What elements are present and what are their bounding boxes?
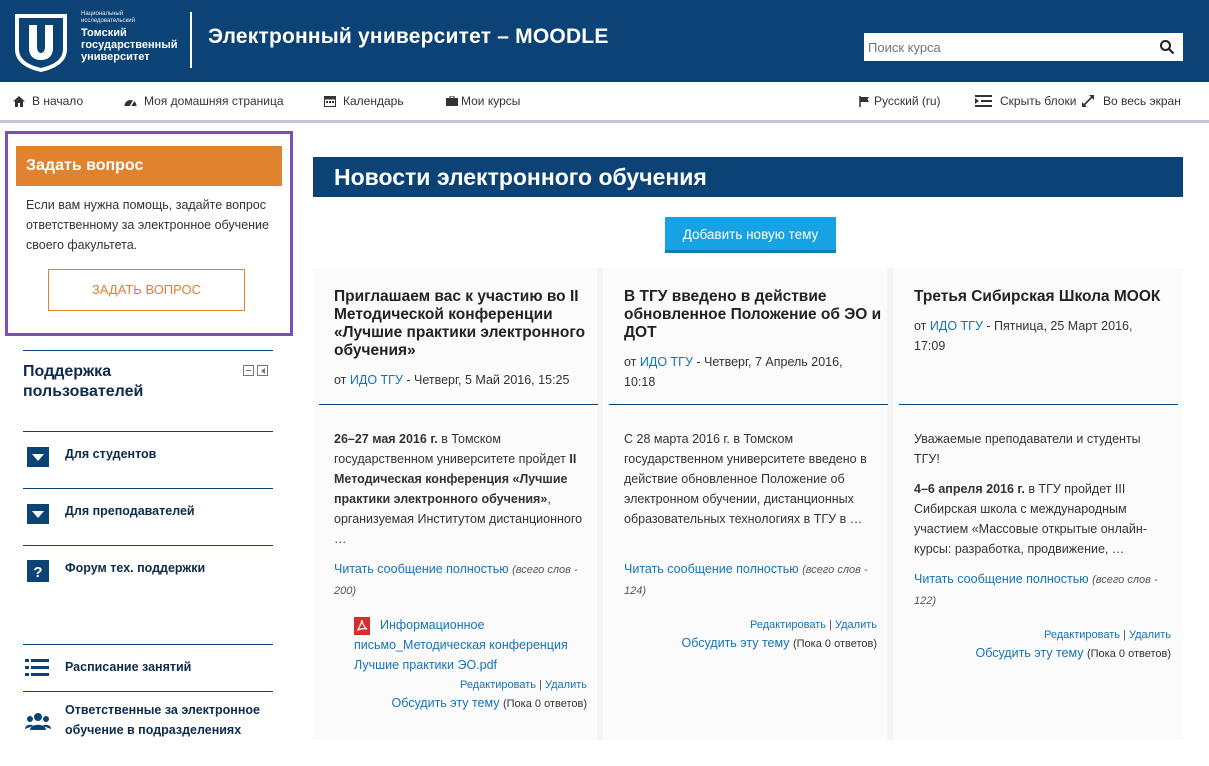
post-date: - Четверг, 5 Май 2016, 15:25 xyxy=(402,373,570,387)
collapse-icon[interactable] xyxy=(243,365,254,376)
post-body-bold: 26–27 мая 2016 г. xyxy=(334,432,438,446)
delete-link[interactable]: Удалить xyxy=(835,619,877,631)
chevron-down-icon xyxy=(27,447,49,467)
post-title[interactable]: В ТГУ введено в действие обновленное Положение об ЭО и ДОТ xyxy=(624,288,882,341)
block-controls xyxy=(243,365,268,376)
post-actions xyxy=(1044,629,1171,641)
post-divider xyxy=(609,404,888,405)
ask-question-block xyxy=(5,131,293,336)
university-logo-icon[interactable] xyxy=(12,11,70,73)
nav-home[interactable] xyxy=(13,94,83,108)
university-name xyxy=(81,11,177,63)
nav-fullscreen-label: Во весь экран xyxy=(1103,94,1181,108)
news-post xyxy=(313,268,597,740)
post-body xyxy=(334,429,589,549)
support-block-title: Поддержка пользователей xyxy=(23,363,144,400)
post-from: от xyxy=(914,319,927,333)
reply-count: (Пока 0 ответов) xyxy=(502,698,587,710)
post-meta xyxy=(624,352,874,392)
post-from: от xyxy=(624,355,637,369)
edit-link[interactable]: Редактировать xyxy=(460,679,537,691)
post-author-link[interactable]: ИДО ТГУ xyxy=(349,373,403,387)
action-separator: | xyxy=(539,679,542,691)
read-more xyxy=(914,569,1169,611)
delete-link[interactable]: Удалить xyxy=(1129,629,1171,641)
edit-link[interactable]: Редактировать xyxy=(750,619,827,631)
logo-small-line: исследовательский xyxy=(81,18,135,24)
nav-calendar-label: Календарь xyxy=(343,94,404,108)
post-discuss xyxy=(681,636,877,650)
flag-icon xyxy=(859,96,870,107)
reply-count: (Пока 0 ответов) xyxy=(792,638,877,650)
post-actions xyxy=(750,619,877,631)
support-item-label: Для преподавателей xyxy=(65,504,195,518)
post-body: С 28 марта 2016 г. в Томском государственном университете введено в действие обновленное Положение об электронном обучении, дистанционных образовательных технологиях в ТГУ в … xyxy=(624,432,867,526)
discuss-link[interactable]: Обсудить эту тему xyxy=(975,646,1084,660)
calendar-icon xyxy=(324,95,336,107)
chevron-down-icon xyxy=(27,504,49,524)
word-count: (всего слов - 200) xyxy=(334,564,578,597)
search-input[interactable] xyxy=(864,33,1144,61)
nav-hide-blocks[interactable] xyxy=(975,94,1076,108)
news-post xyxy=(603,268,887,740)
search-icon[interactable] xyxy=(1159,39,1175,55)
add-topic-button[interactable]: Добавить новую тему xyxy=(665,217,836,253)
support-item-label: Форум тех. поддержки xyxy=(65,561,206,575)
users-icon xyxy=(25,712,51,730)
logo-name-line: государственный xyxy=(81,39,178,51)
post-from: от xyxy=(334,373,347,387)
action-separator: | xyxy=(1123,629,1126,641)
support-item-label: Расписание занятий xyxy=(65,660,192,674)
word-count: (всего слов - 124) xyxy=(624,564,868,597)
dashboard-icon xyxy=(124,96,137,107)
post-author-link[interactable]: ИДО ТГУ xyxy=(929,319,983,333)
nav-dashboard[interactable] xyxy=(124,94,284,108)
support-item-responsible[interactable] xyxy=(23,691,273,751)
support-item-label: обучение в подразделениях xyxy=(65,723,242,737)
post-attachment[interactable] xyxy=(354,615,594,675)
post-body-bold: 4–6 апреля 2016 г. xyxy=(914,482,1025,496)
post-actions xyxy=(460,679,587,691)
expand-icon xyxy=(1081,94,1095,108)
nav-dashboard-label: Моя домашняя страница xyxy=(144,94,284,108)
news-forum-title: Новости электронного обучения xyxy=(313,157,1183,197)
post-divider xyxy=(319,404,598,405)
post-title[interactable]: Приглашаем вас к участию во II Методической конференции «Лучшие практики электронного обучения» xyxy=(334,288,586,359)
word-count: (всего слов - 122) xyxy=(914,574,1158,607)
nav-calendar[interactable] xyxy=(324,94,404,108)
read-more-link[interactable]: Читать сообщение полностью xyxy=(334,562,509,576)
nav-language-label: Русский (ru) xyxy=(874,94,941,108)
support-item-label: Для студентов xyxy=(65,447,157,461)
action-separator: | xyxy=(829,619,832,631)
post-author-link[interactable]: ИДО ТГУ xyxy=(639,355,693,369)
post-body-text: , организуемая Институтом дистанционного … xyxy=(334,492,583,546)
support-block xyxy=(23,350,273,402)
dock-icon[interactable] xyxy=(257,365,268,376)
pdf-icon xyxy=(354,617,370,635)
attachment-link[interactable]: Информационное письмо_Методическая конференция Лучшие практики ЭО.pdf xyxy=(354,618,568,672)
nav-my-courses-label: Мои курсы xyxy=(461,94,521,108)
ask-block-text: Если вам нужна помощь, задайте вопрос ответственному за электронное обучение своего факультета. xyxy=(26,198,269,252)
discuss-link[interactable]: Обсудить эту тему xyxy=(681,636,790,650)
post-discuss xyxy=(391,696,587,710)
read-more-link[interactable]: Читать сообщение полностью xyxy=(914,572,1089,586)
course-search xyxy=(864,33,1183,61)
list-icon xyxy=(25,659,49,677)
post-meta xyxy=(914,316,1164,356)
support-item-label: Ответственные за электронное xyxy=(65,703,260,717)
logo-name-line: Томский xyxy=(81,27,127,39)
hide-blocks-icon xyxy=(975,95,992,107)
nav-fullscreen[interactable] xyxy=(1081,94,1181,108)
ask-block-title: Задать вопрос xyxy=(16,146,282,186)
support-item-forum[interactable] xyxy=(23,545,273,644)
support-item-students[interactable] xyxy=(23,431,273,488)
post-divider xyxy=(899,404,1178,405)
reply-count: (Пока 0 ответов) xyxy=(1086,648,1171,660)
post-body-text: в ТГУ пройдет III Сибирская школа с международным участием «Массовые открытые онлайн-курсы: разработка, продвижение, … xyxy=(914,482,1147,556)
news-post xyxy=(893,268,1183,740)
support-item-schedule[interactable] xyxy=(23,644,273,691)
logo-name-line: университет xyxy=(81,51,150,63)
ask-question-button[interactable]: ЗАДАТЬ ВОПРОС xyxy=(48,269,245,311)
read-more xyxy=(334,559,589,601)
post-meta xyxy=(334,370,584,390)
briefcase-icon xyxy=(446,96,458,106)
post-body-text: Уважаемые преподаватели и студенты ТГУ! xyxy=(914,432,1141,466)
header-divider xyxy=(190,12,192,68)
question-icon xyxy=(27,560,49,582)
post-body-bold: II Методическая конференция «Лучшие практики электронного обучения» xyxy=(334,452,577,506)
site-header xyxy=(0,0,1209,82)
read-more-link[interactable]: Читать сообщение полностью xyxy=(624,562,799,576)
post-date: - Пятница, 25 Март 2016, 17:09 xyxy=(914,319,1133,353)
post-discuss xyxy=(975,646,1171,660)
post-body-text: в Томском государственном университете пройдет xyxy=(334,432,570,466)
post-date: - Четверг, 7 Апрель 2016, 10:18 xyxy=(624,355,843,389)
read-more xyxy=(624,559,879,601)
nav-language[interactable] xyxy=(859,94,941,108)
svg-text:?: ? xyxy=(33,564,43,581)
edit-link[interactable]: Редактировать xyxy=(1044,629,1121,641)
nav-home-label: В начало xyxy=(32,94,84,108)
logo-small-line: Национальный xyxy=(81,11,124,17)
nav-hide-blocks-label: Скрыть блоки xyxy=(1000,94,1077,108)
nav-my-courses[interactable] xyxy=(446,94,520,108)
support-item-teachers[interactable] xyxy=(23,488,273,545)
discuss-link[interactable]: Обсудить эту тему xyxy=(391,696,500,710)
post-body xyxy=(914,429,1169,559)
nav-bar xyxy=(0,82,1209,123)
site-title[interactable]: Электронный университет – MOODLE xyxy=(208,25,609,48)
post-title[interactable]: Третья Сибирская Школа МООК xyxy=(914,288,1161,305)
delete-link[interactable]: Удалить xyxy=(545,679,587,691)
home-icon xyxy=(13,96,25,107)
